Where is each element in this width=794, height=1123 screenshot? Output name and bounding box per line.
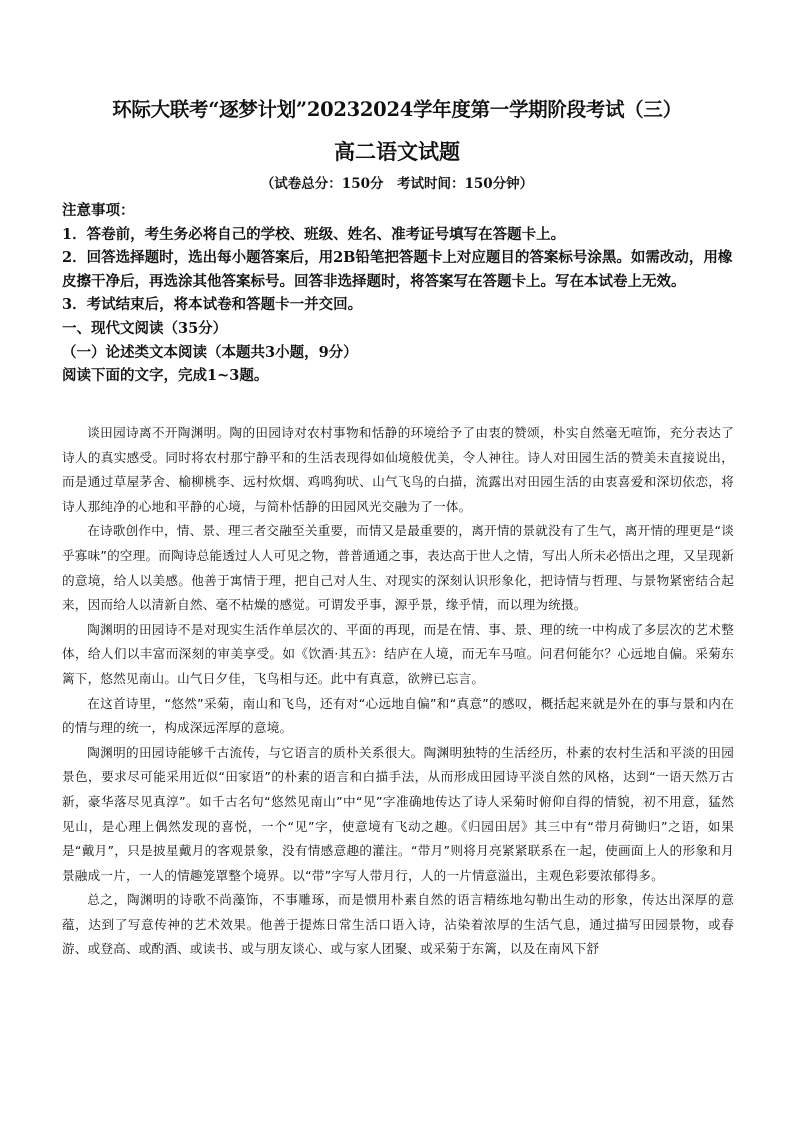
note-item-1: 1．答卷前，考生务必将自己的学校、班级、姓名、准考证号填写在答题卡上。 [62, 225, 566, 243]
passage-paragraph: 陶渊明的田园诗能够千古流传，与它语言的质朴关系很大。陶渊明独特的生活经历，朴素的农村生活和平淡的田园景色，要求尽可能采用近似“田家语”的朴素的语言和白描手法，从而形成田园诗平淡自然的风格，达到“一语天然万古新，豪华落尽见真淳”。如千古名句“悠然见南山”中“见”字准确地传达了诗人采菊时俯仰自得的情貌，初不用意，猛然见山，是心理上偶然发现的喜悦，一个“见”字，使意境有飞动之趣。《归园田居》其三中有“带月荷锄归”之语，如果是“戴月”，只是披星戴月的客观景象，没有情感意趣的灌注。“带月”则将月亮紧紧联系在一起，使画面上人的形象和月景融成一片，一人的情趣笼罩整个境界。以“带”字写人带月行，人的一片情意溢出，主观色彩要浓郁得多。 [62, 744, 734, 883]
exam-info: （试卷总分：150分 考试时间：150分钟） [260, 176, 534, 192]
reading-passage [62, 421, 734, 962]
subject-title: 高二语文试题 [334, 139, 460, 164]
instructions-block [62, 199, 736, 388]
passage-paragraph: 谈田园诗离不开陶渊明。陶的田园诗对农村事物和恬静的环境给予了由衷的赞颂，朴实自然毫无喧饰，充分表达了诗人的真实感受。同时将农村那宁静平和的生活表现得如仙境般优美，令人神往。诗人对田园生活的赞美未直接说出，而是通过草屋茅舍、榆柳桃李、远村炊烟、鸡鸣狗吠、山气飞鸟的白描，流露出对田园生活的由衷喜爱和深切依恋，将诗人那纯净的心地和平静的心境，与简朴恬静的田园风光交融为了一体。 [62, 425, 734, 514]
subsection-title: （一）论述类文本阅读（本题共3小题，9分） [62, 343, 358, 361]
exam-title: 环际大联考“逐梦计划”20232024学年度第一学期阶段考试（三） [112, 98, 682, 121]
note-item-2: 2．回答选择题时，选出每小题答案后，用2B铅笔把答题卡上对应题目的答案标号涂黑。如需改动，用橡皮擦干净后，再选涂其他答案标号。回答非选择题时，将答案写在答题卡上。写在本试卷上无效。 [62, 249, 733, 290]
passage-paragraph: 在这首诗里，“悠然”采菊，南山和飞鸟，还有对“心远地自偏”和“真意”的感叹，概括起来就是外在的事与景和内在的情与理的统一，构成深远浑厚的意境。 [62, 695, 734, 736]
note-item-3: 3．考试结束后，将本试卷和答题卡一并交回。 [62, 296, 363, 314]
passage-paragraph: 总之，陶渊明的诗歌不尚藻饰，不事雕琢，而是惯用朴素自然的语言精练地勾勒出生动的形象，传达出深厚的意蕴，达到了写意传神的艺术效果。他善于提炼日常生活口语入诗，沾染着浓厚的生活气息，通过描写田园景物，或春游、或登高、或酌酒、或读书、或与朋友谈心、或与家人团聚、或采菊于东篱，以及在南风下舒 [62, 892, 734, 957]
section-title: 一、现代文阅读（35分） [62, 319, 228, 337]
reading-instruction: 阅读下面的文字，完成1~3题。 [62, 367, 269, 385]
passage-paragraph: 陶渊明的田园诗不是对现实生活作单层次的、平面的再现，而是在情、事、景、理的统一中构成了多层次的艺术整体，给人们以丰富而深刻的审美享受。如《饮酒·其五》：结庐在人境，而无车马喧。问君何能尔？心远地自偏。采菊东篱下，悠然见南山。山气日夕佳，飞鸟相与还。此中有真意，欲辨已忘言。 [62, 621, 734, 686]
notes-heading: 注意事项： [62, 202, 135, 219]
passage-paragraph: 在诗歌创作中，情、景、理三者交融至关重要，而情又是最重要的，离开情的景就没有了生气，离开情的理更是“谈乎寡味”的空理。而陶诗总能透过人人可见之物，普普通通之事，表达高于世人之情，写出人所未必悟出之理，又呈现新的意境，给人以美感。他善于寓情于理，把自己对人生、对现实的深刻认识形象化，把诗情与哲理、与景物紧密结合起来，因而给人以清新自然、毫不枯燥的感觉。可谓发乎事，源乎景，缘乎情，而以理为统摄。 [62, 523, 734, 613]
